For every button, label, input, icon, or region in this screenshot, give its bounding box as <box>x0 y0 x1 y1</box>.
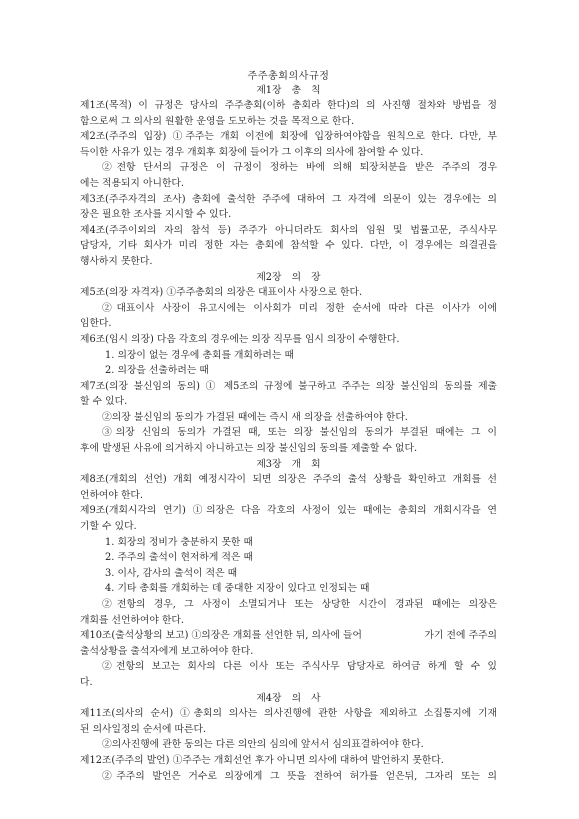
document-line: 득이한 사유가 있는 경우 개회후 회장에 들어가 그 이후의 의사에 참여할 수 있다. <box>80 146 424 158</box>
chapter-heading: 제2장 의 장 <box>256 271 321 283</box>
document-line: 에는 적용되지 아니한다. <box>80 177 184 189</box>
document-line: ②전항 단서의 규정은 이 규정이 정하는 바에 의해 퇴장처분을 받은 주주의 경우 <box>102 162 497 174</box>
document-line: 제4조(주주이외의 자의 참석 등) 주주가 아니더라도 회사의 임원 및 법률고문, 주식사무 <box>80 224 497 236</box>
list-item: 1. 회장의 정비가 충분하지 못한 때 <box>105 536 253 548</box>
document-line: 제12조(주주의 발언) ①주주는 개회선언 후가 아니면 의사에 대하여 발언하지 못한다. <box>80 754 444 766</box>
document-line: 장은 필요한 조사를 지시할 수 있다. <box>80 209 232 221</box>
document-line: 제2조(주주의 입장) ①주주는 개회 이전에 회장에 입장하여야함을 원칙으로 한다. 다만, 부 <box>80 131 497 143</box>
document-line: ③의장 신임의 동의가 가결된 때, 또는 의장 불신임의 동의가 부결된 때에는 그 이 <box>102 427 497 439</box>
document-line: 할 수 있다. <box>80 396 128 408</box>
document-line: ②전항의 경우, 그 사정이 소멸되거나 또는 상당한 시간이 경과된 때에는 의장은 <box>102 599 497 610</box>
list-item: 3. 이사, 감사의 출석이 적은 때 <box>105 567 238 579</box>
document-line <box>80 628 497 644</box>
document-line: 기할 수 있다. <box>80 521 137 533</box>
document-body <box>80 70 497 784</box>
chapter-heading: 제4장 의 사 <box>256 692 321 704</box>
document-line: ②의장 불신임의 동의가 가결된 때에는 즉시 새 의장을 선출하여야 한다. <box>102 411 408 423</box>
document-line: ②대표이사 사장이 유고시에는 이사회가 미리 정한 순서에 따라 다른 이사가 이에 <box>102 302 497 314</box>
document-line: 다. <box>80 676 93 688</box>
document-line: 후에 발생된 사유에 의거하지 아니하고는 의장 불신임의 동의를 제출할 수 없다. <box>80 443 418 455</box>
document-line: 언하여야 한다. <box>80 489 144 501</box>
list-item: 2. 주주의 출석이 현저하게 적은 때 <box>105 552 253 564</box>
document-line: 제1조(목적) 이 규정은 당사의 주주총회(이하 총회라 한다)의 의 사진행 절차와 방법을 정 <box>80 100 497 111</box>
line-segment: 제10조(출석상황의 보고) ①의장은 개회를 선언한 뒤, 의사에 들어 <box>80 630 362 642</box>
document-line: 제3조(주주자격의 조사) 총회에 출석한 주주에 대하여 그 자격에 의문이 있는 경우에는 의 <box>80 193 497 205</box>
document-line: 제8조(개회의 선언) 개회 예정시각이 되면 의장은 주주의 출석 상황을 확인하고 개회를 선 <box>80 474 497 486</box>
document-line: ②주주의 발언은 거수로 의장에게 그 뜻을 전하여 허가를 얻은뒤, 그자리 또는 의 <box>102 770 497 782</box>
document-line: 제5조(의장 자격자) ①주주총회의 의장은 대표이사 사장으로 한다. <box>80 287 363 299</box>
document-line: 담당자, 기타 회사가 미리 정한 자는 총회에 참석할 수 있다. 다만, 이 경우에는 의결권을 <box>80 240 497 252</box>
document-title: 주주총회의사규정 <box>247 71 330 82</box>
document-line: 출석상황을 출석자에게 보고하여야 한다. <box>80 645 254 657</box>
document-line: 된 의사일정의 순서에 따른다. <box>80 723 207 735</box>
document-line: 함으로써 그 의사의 원활한 운영을 도모하는 것을 목적으로 한다. <box>80 115 355 127</box>
document-line: 제7조(의장 불신임의 동의) ① 제5조의 규정에 불구하고 주주는 의장 불신임의 동의를 제출 <box>80 380 497 392</box>
document-line: 개회를 선언하여야 한다. <box>80 614 184 626</box>
line-segment: 가기 전에 주주의 <box>424 630 497 642</box>
chapter-heading: 제3장 개 회 <box>256 458 321 470</box>
list-item: 2. 의장을 선출하려는 때 <box>105 365 209 377</box>
document-line: 제11조(의사의 순서) ①총회의 의사는 의사진행에 관한 사항을 제외하고 소집통지에 기재 <box>80 708 497 720</box>
document-line: 행사하지 못한다. <box>80 255 153 267</box>
document-line: 제9조(개회시각의 연기) ①의장은 다음 각호의 사정이 있는 때에는 총회의 개회시각을 연 <box>80 505 497 517</box>
document-line: 임한다. <box>80 318 112 330</box>
document-line: ②전항의 보고는 회사의 다른 이사 또는 주식사무 담당자로 하여금 하게 할 수 있 <box>102 661 497 673</box>
list-item: 1. 의장이 없는 경우에 총회를 개회하려는 때 <box>105 349 294 361</box>
document-line: ②의사진행에 관한 동의는 다른 의안의 심의에 앞서서 심의표결하여야 한다. <box>102 739 424 751</box>
chapter-heading: 제1장 총 칙 <box>256 85 321 96</box>
document-line: 제6조(임시 의장) 다음 각호의 경우에는 의장 직무를 임시 의장이 수행한다. <box>80 333 400 345</box>
list-item: 4. 기타 총회를 개회하는 데 중대한 지장이 있다고 인정되는 때 <box>105 583 370 595</box>
